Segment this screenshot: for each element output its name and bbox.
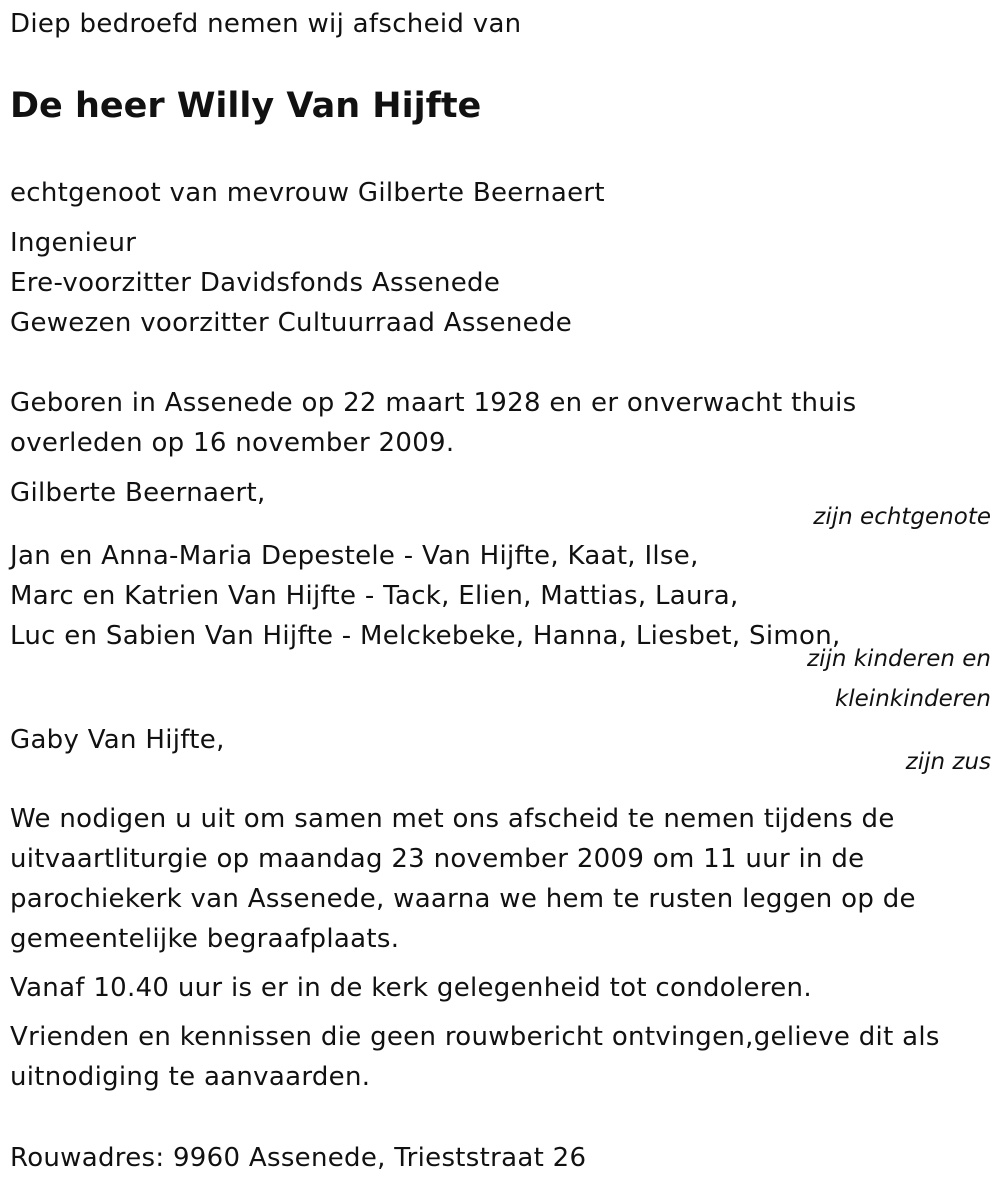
invitation-line: parochiekerk van Assenede, waarna we hem te rusten leggen op de bbox=[10, 884, 916, 914]
birth-death-line: Geboren in Assenede op 22 maart 1928 en er onverwacht thuis bbox=[10, 388, 857, 418]
title-line: Gewezen voorzitter Cultuurraad Assenede bbox=[10, 308, 573, 338]
family-children-relation: kleinkinderen bbox=[834, 686, 991, 712]
friends-note-line: Vrienden en kennissen die geen rouwbericht ontvingen,gelieve dit als bbox=[10, 1022, 940, 1052]
friends-note-line: uitnodiging te aanvaarden. bbox=[10, 1062, 371, 1092]
family-sister-name: Gaby Van Hijfte, bbox=[10, 725, 225, 755]
family-children-line: Jan en Anna-Maria Depestele - Van Hijfte, Kaat, Ilse, bbox=[10, 541, 699, 571]
family-sister-relation: zijn zus bbox=[905, 749, 991, 775]
invitation-line: uitvaartliturgie op maandag 23 november 2009 om 11 uur in de bbox=[10, 844, 865, 874]
birth-death-line: overleden op 16 november 2009. bbox=[10, 428, 455, 458]
mourning-address: Rouwadres: 9960 Assenede, Trieststraat 26 bbox=[10, 1143, 587, 1173]
family-children-line: Marc en Katrien Van Hijfte - Tack, Elien, Mattias, Laura, bbox=[10, 581, 739, 611]
family-spouse-relation: zijn echtgenote bbox=[813, 504, 991, 530]
spouse-line: echtgenoot van mevrouw Gilberte Beernaert bbox=[10, 178, 605, 208]
invitation-line: We nodigen u uit om samen met ons afscheid te nemen tijdens de bbox=[10, 804, 895, 834]
family-children-relation: zijn kinderen en bbox=[807, 646, 991, 672]
title-line: Ingenieur bbox=[10, 228, 137, 258]
invitation-line: gemeentelijke begraafplaats. bbox=[10, 924, 400, 954]
condolences-line: Vanaf 10.40 uur is er in de kerk gelegenheid tot condoleren. bbox=[10, 973, 812, 1003]
family-spouse-name: Gilberte Beernaert, bbox=[10, 478, 266, 508]
deceased-name: De heer Willy Van Hijfte bbox=[10, 86, 482, 126]
family-children-line: Luc en Sabien Van Hijfte - Melckebeke, Hanna, Liesbet, Simon, bbox=[10, 621, 841, 651]
title-line: Ere-voorzitter Davidsfonds Assenede bbox=[10, 268, 501, 298]
intro-text: Diep bedroefd nemen wij afscheid van bbox=[10, 9, 522, 39]
